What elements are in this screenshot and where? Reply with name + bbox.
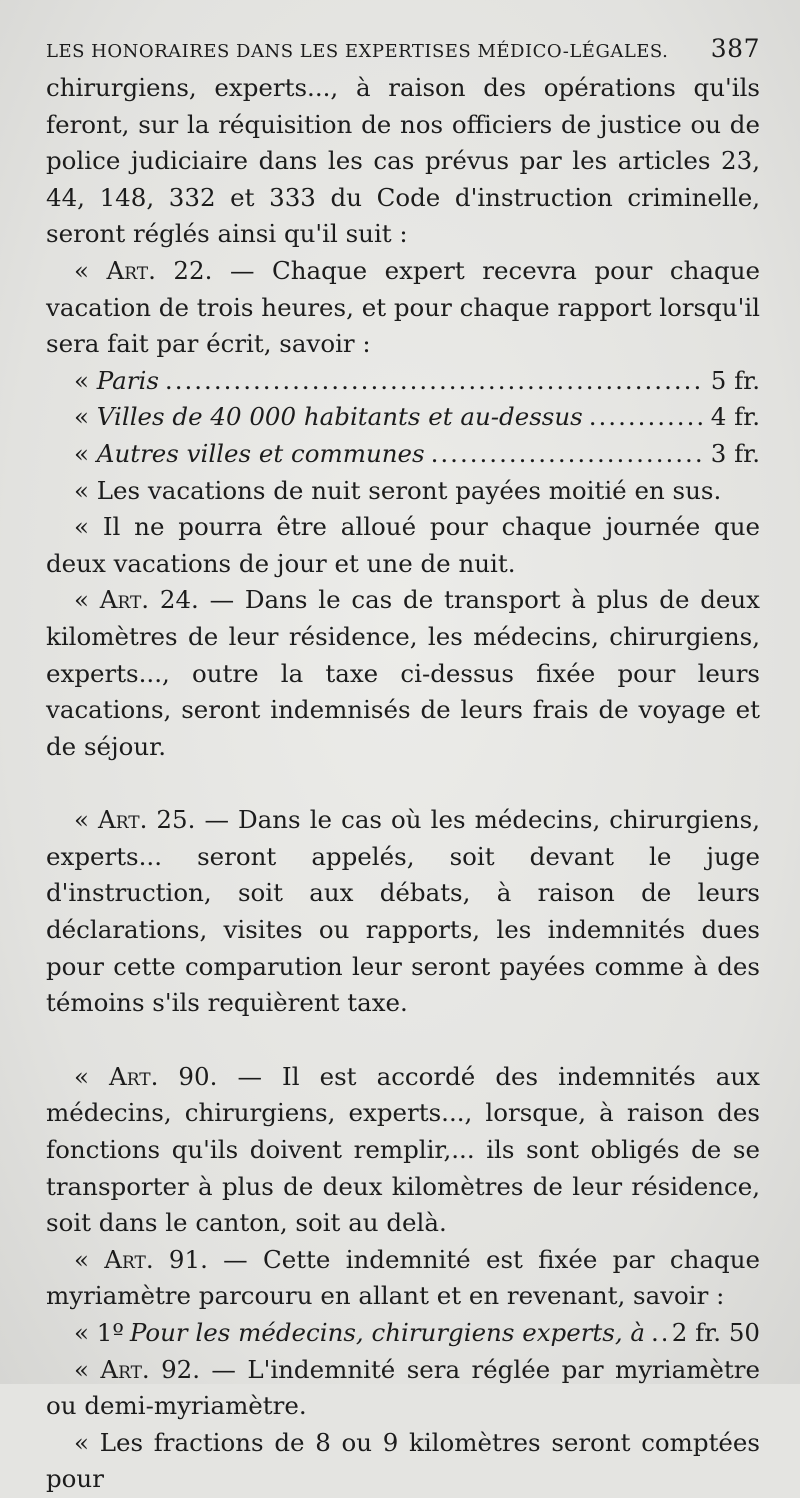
- tarif-line-autres-villes: « Autres villes et communes ..... 3 fr.: [46, 436, 760, 473]
- tarif-label: Autres villes et communes: [96, 438, 425, 468]
- tarif-amount: 3 fr.: [710, 438, 760, 468]
- article-label: « Art. 92.: [74, 1354, 201, 1384]
- page-number: 387: [710, 34, 760, 63]
- article-text: — Cette indemnité est fixée par chaque myriamètre parcouru en allant et en revenant, savoir :: [46, 1244, 760, 1311]
- article-label: « Art. 90.: [74, 1061, 218, 1091]
- item-prefix: « 1º: [74, 1318, 124, 1347]
- leader-dots: [589, 399, 705, 436]
- article-text: — Il est accordé des indemnités aux médecins, chirurgiens, experts..., lorsque, à raison des fonctions qu'ils doivent remplir,... ils sont obligés de se transporter à plus de deux kilomètres de leur résidence, soit dans le canton, soit au delà.: [46, 1061, 760, 1238]
- tarif-label: Villes de 40 000 habitants et au-dessus: [96, 402, 583, 432]
- article-text: — Chaque expert recevra pour chaque vacation de trois heures, et pour chaque rapport lorsqu'il sera fait par écrit, savoir :: [46, 255, 760, 359]
- article-text: — L'indemnité sera réglée par myriamètre ou demi-myriamètre.: [46, 1354, 760, 1421]
- tarif-amount: 2 fr. 50: [671, 1318, 760, 1347]
- running-head: [46, 34, 760, 70]
- body-text: [46, 70, 760, 1498]
- article-92: [46, 1352, 760, 1425]
- article-text: — Dans le cas de transport à plus de deux kilomètres de leur résidence, les médecins, chirurgiens, experts..., outre la taxe ci-dessus fixée pour leurs vacations, seront indemnisés de leurs frais de voyage et de séjour.: [46, 585, 761, 761]
- article-text: — Dans le cas où les médecins, chirurgiens, experts... seront appelés, soit devant le juge d'instruction, soit aux débats, à raison de leurs déclarations, visites ou rapports, les indemnités dues pour cette comparution leur seront payées comme à des témoins s'ils requièrent taxe.: [46, 805, 760, 1018]
- tarif-amount: 5 fr.: [710, 365, 760, 395]
- leader-dots: [431, 436, 705, 473]
- article-label: « Art. 91.: [74, 1244, 208, 1274]
- leader-dots: [651, 1315, 666, 1352]
- tarif-label: Pour les médecins, chirurgiens experts, à: [129, 1318, 646, 1347]
- article-22: [46, 253, 760, 363]
- article-24: [46, 582, 760, 765]
- running-title: LES HONORAIRES DANS LES EXPERTISES MÉDICO-LÉGALES.: [46, 41, 669, 62]
- tarif-line-villes-40000: « Villes de 40 000 habitants et au-dessus ..... 4 fr.: [46, 399, 760, 436]
- tarif-label: Paris: [96, 365, 159, 395]
- article-label: « Art. 22.: [74, 255, 213, 285]
- leader-dots: [165, 363, 705, 400]
- tarif-line-paris: « Paris ..... 5 fr.: [46, 363, 760, 400]
- paragraph-continuation: chirurgiens, experts..., à raison des opérations qu'ils feront, sur la réquisition de nos officiers de justice ou de police judiciaire dans les cas prévus par les articles 23, 44, 148, 332 et 333 du Code d'instruction criminelle, seront réglés ainsi qu'il suit :: [46, 73, 760, 249]
- paragraph-fractions: « Les fractions de 8 ou 9 kilomètres seront comptées pour: [46, 1427, 760, 1494]
- paragraph-nuit: « Les vacations de nuit seront payées moitié en sus.: [74, 475, 722, 505]
- article-25: [46, 802, 760, 1022]
- article-label: « Art. 25.: [74, 805, 196, 835]
- article-91: [46, 1242, 760, 1315]
- paragraph-journee: « Il ne pourra être alloué pour chaque journée que deux vacations de jour et une de nuit.: [46, 512, 760, 578]
- tarif-line-medecins: [46, 1315, 760, 1352]
- article-label: « Art. 24.: [74, 585, 199, 615]
- tarif-amount: 4 fr.: [710, 402, 760, 432]
- article-90: [46, 1059, 760, 1242]
